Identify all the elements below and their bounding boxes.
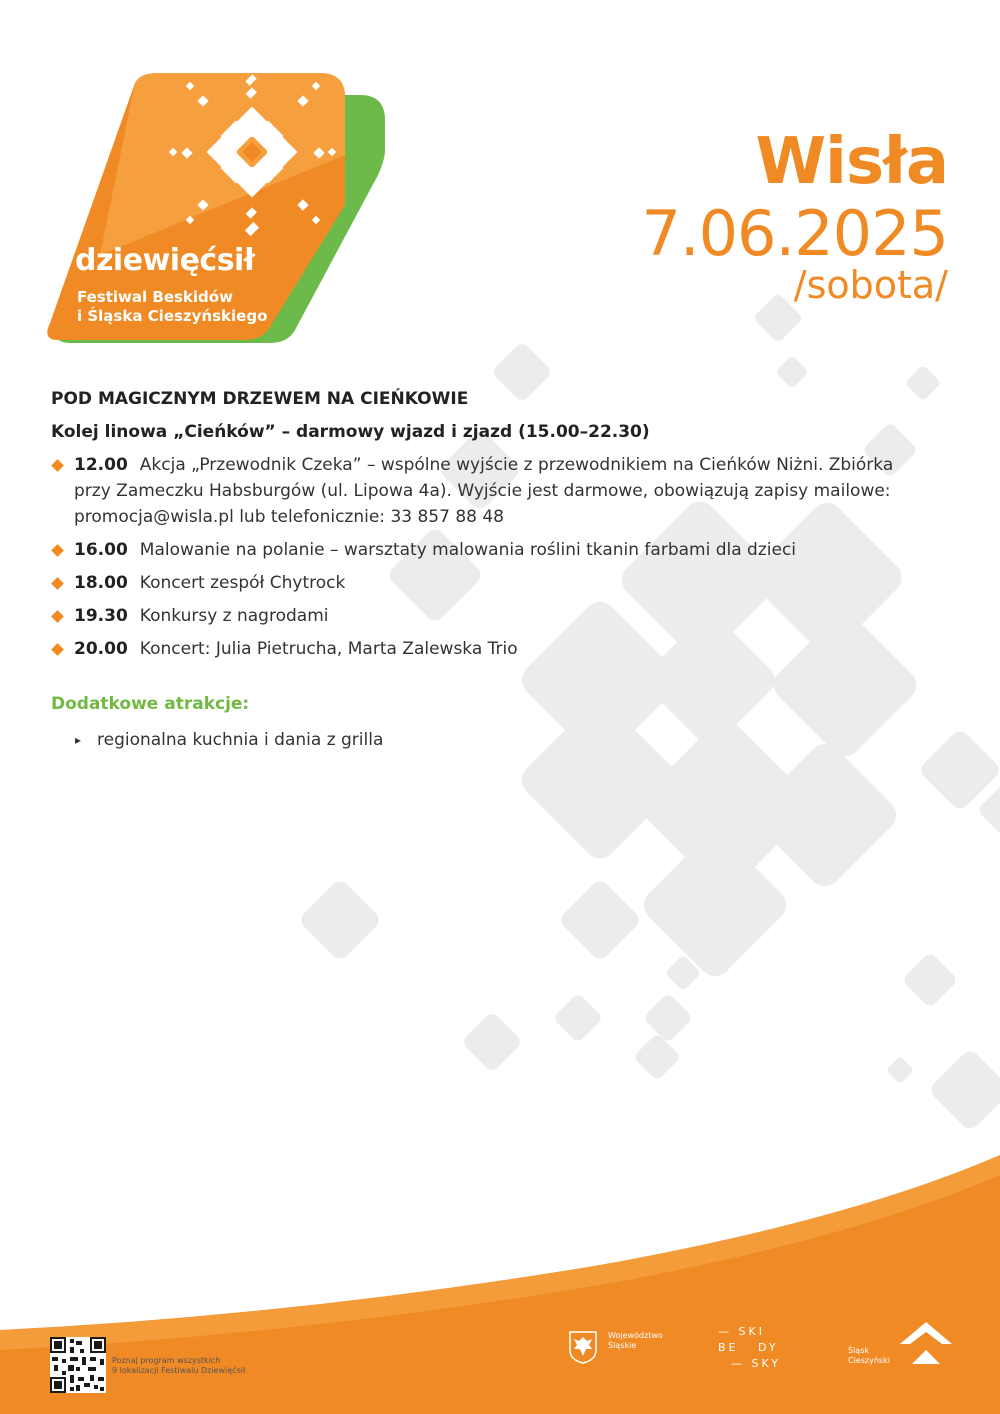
sponsor1-line1: Województwo (608, 1331, 663, 1340)
schedule-item (51, 603, 931, 629)
diamond-bullet-icon (51, 577, 64, 590)
diamond-bullet-icon (51, 459, 64, 472)
sponsor1-line2: Śląskie (608, 1341, 637, 1350)
qr-caption-line2: 9 lokalizacji Festiwalu Dziewięćsił (112, 1366, 246, 1375)
grey-diamond-pattern (298, 293, 1000, 1133)
mountain-peaks-icon (898, 1320, 954, 1366)
diamond-bullet-icon (51, 643, 64, 656)
schedule-text: Akcja „Przewodnik Czeka” – wspólne wyjście z przewodnikiem na Cieńków Niżni. Zbiórka przy Zameczku Habsburgów (ul. Lipowa 4a). Wyjście jest darmowe, obowiązują zapisy mailowe: promocja@wisla.pl lub telefonicznie: 33 857 88 48 (74, 455, 894, 527)
schedule-time: 20.00 (74, 639, 128, 659)
diamond-bullet-icon (51, 610, 64, 623)
schedule-time: 19.30 (74, 606, 128, 626)
schedule-item (51, 570, 931, 596)
snowflake-star-icon (155, 65, 355, 255)
eagle-coat-of-arms-icon (568, 1330, 598, 1364)
sky-line3: — SKY (718, 1357, 782, 1370)
event-day: /sobota/ (793, 263, 948, 307)
sponsor3-line1: Śląsk (848, 1346, 870, 1355)
schedule-text: Koncert zespół Chytrock (139, 573, 346, 593)
logo-name: dziewięćsił (75, 243, 255, 278)
schedule-item (51, 452, 931, 530)
sponsor-wojewodztwo (608, 1331, 663, 1351)
schedule-item (51, 537, 931, 563)
sponsor3-line2: Cieszyński (848, 1356, 890, 1365)
festival-logo (40, 65, 400, 350)
sky-line2: BE DY (718, 1341, 779, 1354)
event-title: POD MAGICZNYM DRZEWEM NA CIEŃKOWIE (51, 389, 469, 409)
schedule-time: 18.00 (74, 573, 128, 593)
triangle-bullet-icon: ▸ (75, 733, 82, 747)
city-title: Wisła (755, 125, 948, 199)
extras-title: Dodatkowe atrakcje: (51, 694, 250, 714)
qr-code-icon[interactable] (50, 1337, 106, 1393)
event-subtitle: Kolej linowa „Cieńków” – darmowy wjazd i zjazd (15.00–22.30) (51, 422, 650, 442)
sponsor-slask-cieszynski (848, 1346, 890, 1366)
diamond-bullet-icon (51, 544, 64, 557)
schedule-text: Malowanie na polanie – warsztaty malowania roślini tkanin farbami dla dzieci (139, 540, 797, 560)
schedule-text: Koncert: Julia Pietrucha, Marta Zalewska Trio (139, 639, 518, 659)
schedule-text: Konkursy z nagrodami (139, 606, 329, 626)
schedule-time: 12.00 (74, 455, 128, 475)
schedule-list (51, 452, 931, 669)
extras-item-text: regionalna kuchnia i dania z grilla (97, 730, 384, 750)
event-date: 7.06.2025 (641, 197, 948, 270)
qr-caption-line1: Poznaj program wszystkich (112, 1356, 221, 1365)
qr-caption (112, 1356, 245, 1376)
logo-subtitle-line2: i Śląska Cieszyńskiego (77, 307, 268, 325)
schedule-time: 16.00 (74, 540, 128, 560)
extras-item (73, 728, 383, 752)
schedule-item (51, 636, 931, 662)
logo-subtitle-line1: Festiwal Beskidów (77, 288, 233, 306)
sponsor-ski-beskidy-sky (718, 1324, 781, 1372)
sky-line1: — SKI (718, 1325, 765, 1338)
extras-list (73, 728, 383, 752)
